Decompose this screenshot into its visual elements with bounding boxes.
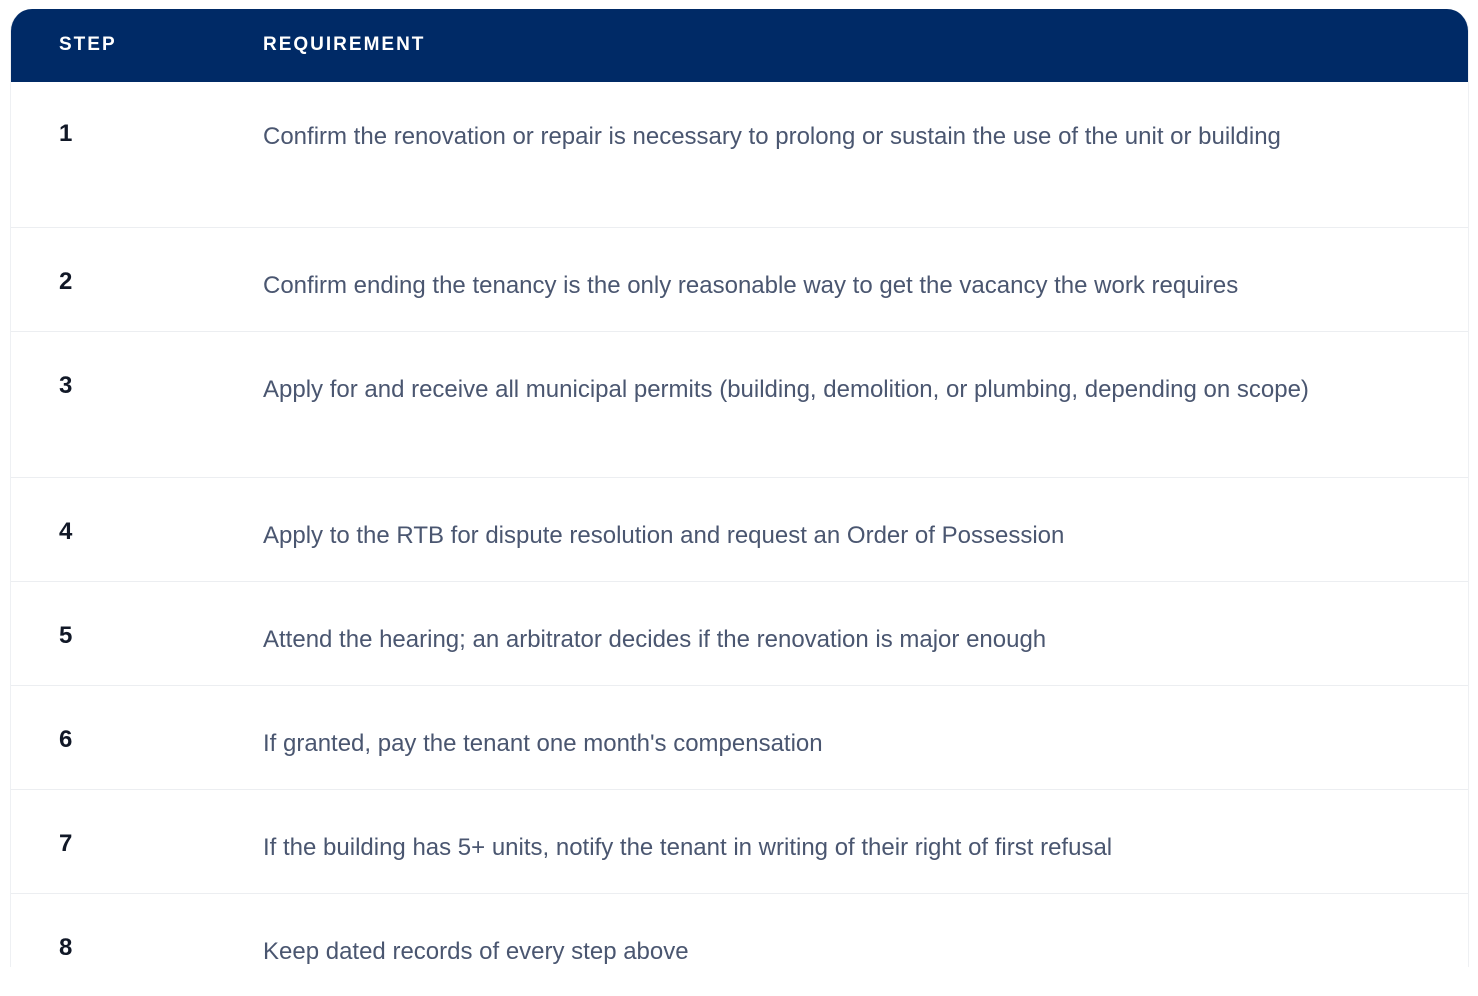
table-row	[11, 228, 1468, 332]
requirement-text: Keep dated records of every step above	[263, 938, 689, 965]
table-row	[11, 332, 1468, 478]
table-row	[11, 82, 1468, 228]
step-number: 7	[59, 830, 73, 857]
table-row	[11, 686, 1468, 790]
table-row	[11, 478, 1468, 582]
table-header	[11, 9, 1468, 82]
header-requirement: REQUIREMENT	[263, 34, 426, 55]
step-number: 4	[59, 518, 73, 545]
step-number: 2	[59, 268, 73, 295]
requirement-text: Attend the hearing; an arbitrator decides if the renovation is major enough	[263, 626, 1047, 653]
requirements-table	[10, 9, 1469, 967]
table-row	[11, 582, 1468, 686]
requirement-text: If granted, pay the tenant one month's compensation	[263, 730, 823, 757]
step-number: 6	[59, 726, 73, 753]
requirement-text: Apply to the RTB for dispute resolution and request an Order of Possession	[263, 522, 1065, 549]
step-number: 8	[59, 934, 73, 961]
table-row	[11, 790, 1468, 894]
step-number: 1	[59, 120, 73, 147]
requirement-text: If the building has 5+ units, notify the tenant in writing of their right of first refusal	[263, 834, 1113, 861]
requirement-text: Confirm the renovation or repair is necessary to prolong or sustain the use of the unit or building	[263, 123, 1281, 150]
table-row	[11, 894, 1468, 967]
requirement-text: Confirm ending the tenancy is the only reasonable way to get the vacancy the work requires	[263, 272, 1239, 299]
step-number: 3	[59, 372, 73, 399]
step-number: 5	[59, 622, 73, 649]
header-step: STEP	[59, 34, 117, 55]
requirement-text: Apply for and receive all municipal permits (building, demolition, or plumbing, depending on scope)	[263, 376, 1309, 403]
